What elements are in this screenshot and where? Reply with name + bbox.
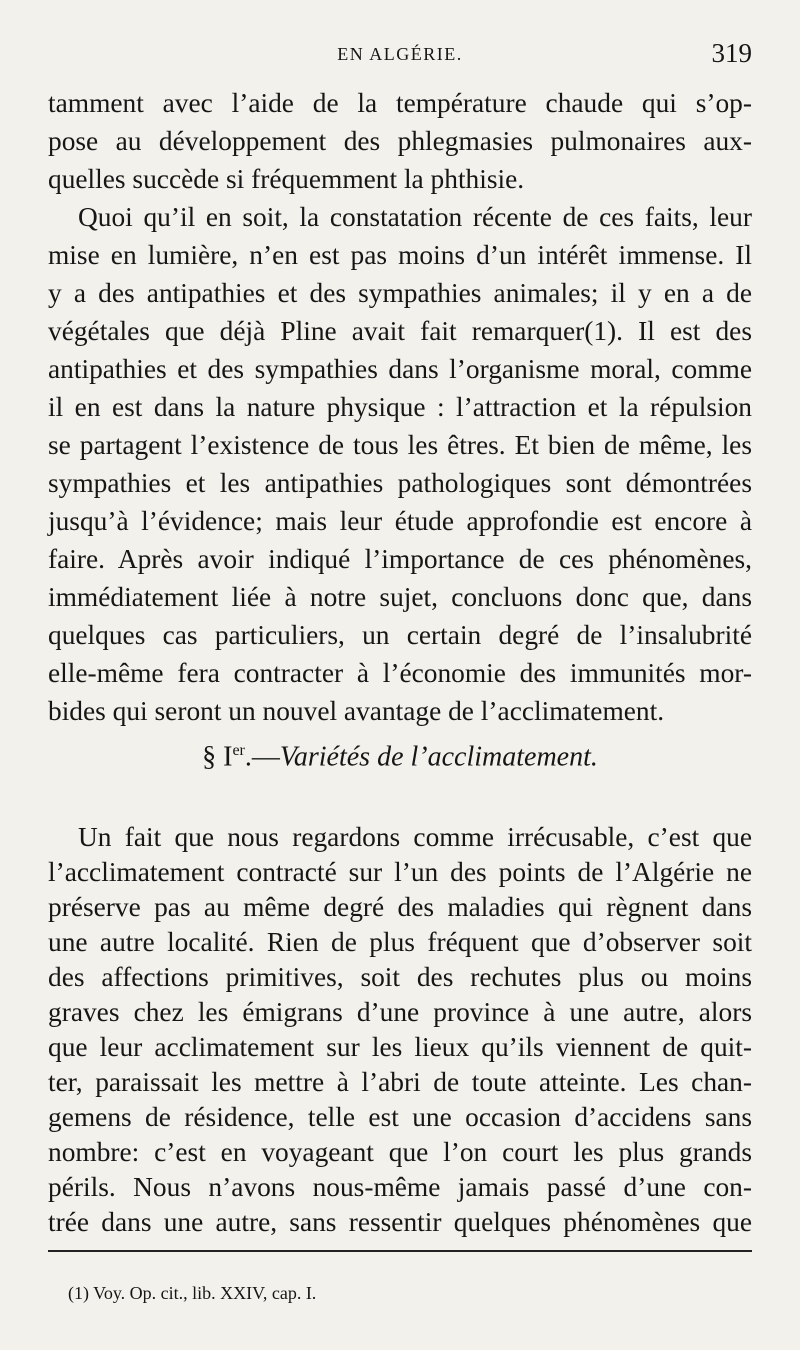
text-line: Quoi qu’il en soit, la constatation récente de ces faits, leur: [78, 202, 752, 232]
text-line: elle-même fera contracter à l’économie des immunités mor-: [48, 658, 752, 688]
text-line: faire. Après avoir indiqué l’importance de ces phénomènes,: [48, 544, 752, 574]
text-line: des affections primitives, soit des rechutes plus ou moins: [48, 962, 752, 992]
text-line: sympathies et les antipathies pathologiques sont démontrées: [48, 468, 752, 498]
text-line: y a des antipathies et des sympathies animales; il y en a de: [48, 278, 752, 308]
text-line: trée dans une autre, sans ressentir quelques phénomènes que: [48, 1207, 752, 1237]
section-title: Variétés de l’acclimatement.: [279, 741, 598, 773]
text-line: gemens de résidence, telle est une occasion d’accidens sans: [48, 1102, 752, 1132]
text-line: quelles succède si fréquemment la phthisie.: [48, 164, 525, 194]
text-line: bides qui seront un nouvel avantage de l’acclimatement.: [48, 696, 665, 726]
text-line: que leur acclimatement sur les lieux qu’ils viennent de quit-: [48, 1032, 752, 1062]
section-number-ordinal: er: [232, 742, 245, 759]
text-line: se partagent l’existence de tous les êtres. Et bien de même, les: [48, 430, 752, 460]
text-line: il en est dans la nature physique : l’attraction et la répulsion: [48, 392, 752, 422]
text-line: végétales que déjà Pline avait fait remarquer(1). Il est des: [48, 316, 752, 346]
section-dash: .—: [244, 741, 280, 773]
text-line: graves chez les émigrans d’une province à une autre, alors: [48, 997, 752, 1027]
text-line: jusqu’à l’évidence; mais leur étude approfondie est encore à: [48, 506, 752, 536]
footnote: (1) Voy. Op. cit., lib. XXIV, cap. I.: [68, 1283, 317, 1303]
text-line: périls. Nous n’avons nous-même jamais passé d’une con-: [48, 1172, 752, 1202]
text-line: nombre: c’est en voyageant que l’on court les plus grands: [48, 1137, 752, 1167]
section-heading: [0, 732, 800, 776]
text-line: immédiatement liée à notre sujet, concluons donc que, dans: [48, 582, 752, 612]
text-line: mise en lumière, n’en est pas moins d’un intérêt immense. Il: [48, 240, 752, 270]
text-line: pose au développement des phlegmasies pulmonaires aux-: [48, 126, 752, 156]
footnote-rule: [48, 1250, 752, 1252]
text-line: tamment avec l’aide de la température chaude qui s’op-: [48, 88, 752, 118]
page-number: 319: [711, 38, 752, 68]
text-line: antipathies et des sympathies dans l’organisme moral, comme: [48, 354, 752, 384]
text-line: ter, paraissait les mettre à l’abri de toute atteinte. Les chan-: [48, 1067, 752, 1097]
text-line: Un fait que nous regardons comme irrécusable, c’est que: [78, 822, 752, 852]
running-title: EN ALGÉRIE.: [337, 44, 463, 64]
section-number: § I: [202, 741, 233, 773]
text-line: l’acclimatement contracté sur l’un des points de l’Algérie ne: [48, 857, 752, 887]
text-line: une autre localité. Rien de plus fréquent que d’observer soit: [48, 927, 752, 957]
text-line: quelques cas particuliers, un certain degré de l’insalubrité: [48, 620, 752, 650]
text-line: préserve pas au même degré des maladies qui règnent dans: [48, 892, 752, 922]
